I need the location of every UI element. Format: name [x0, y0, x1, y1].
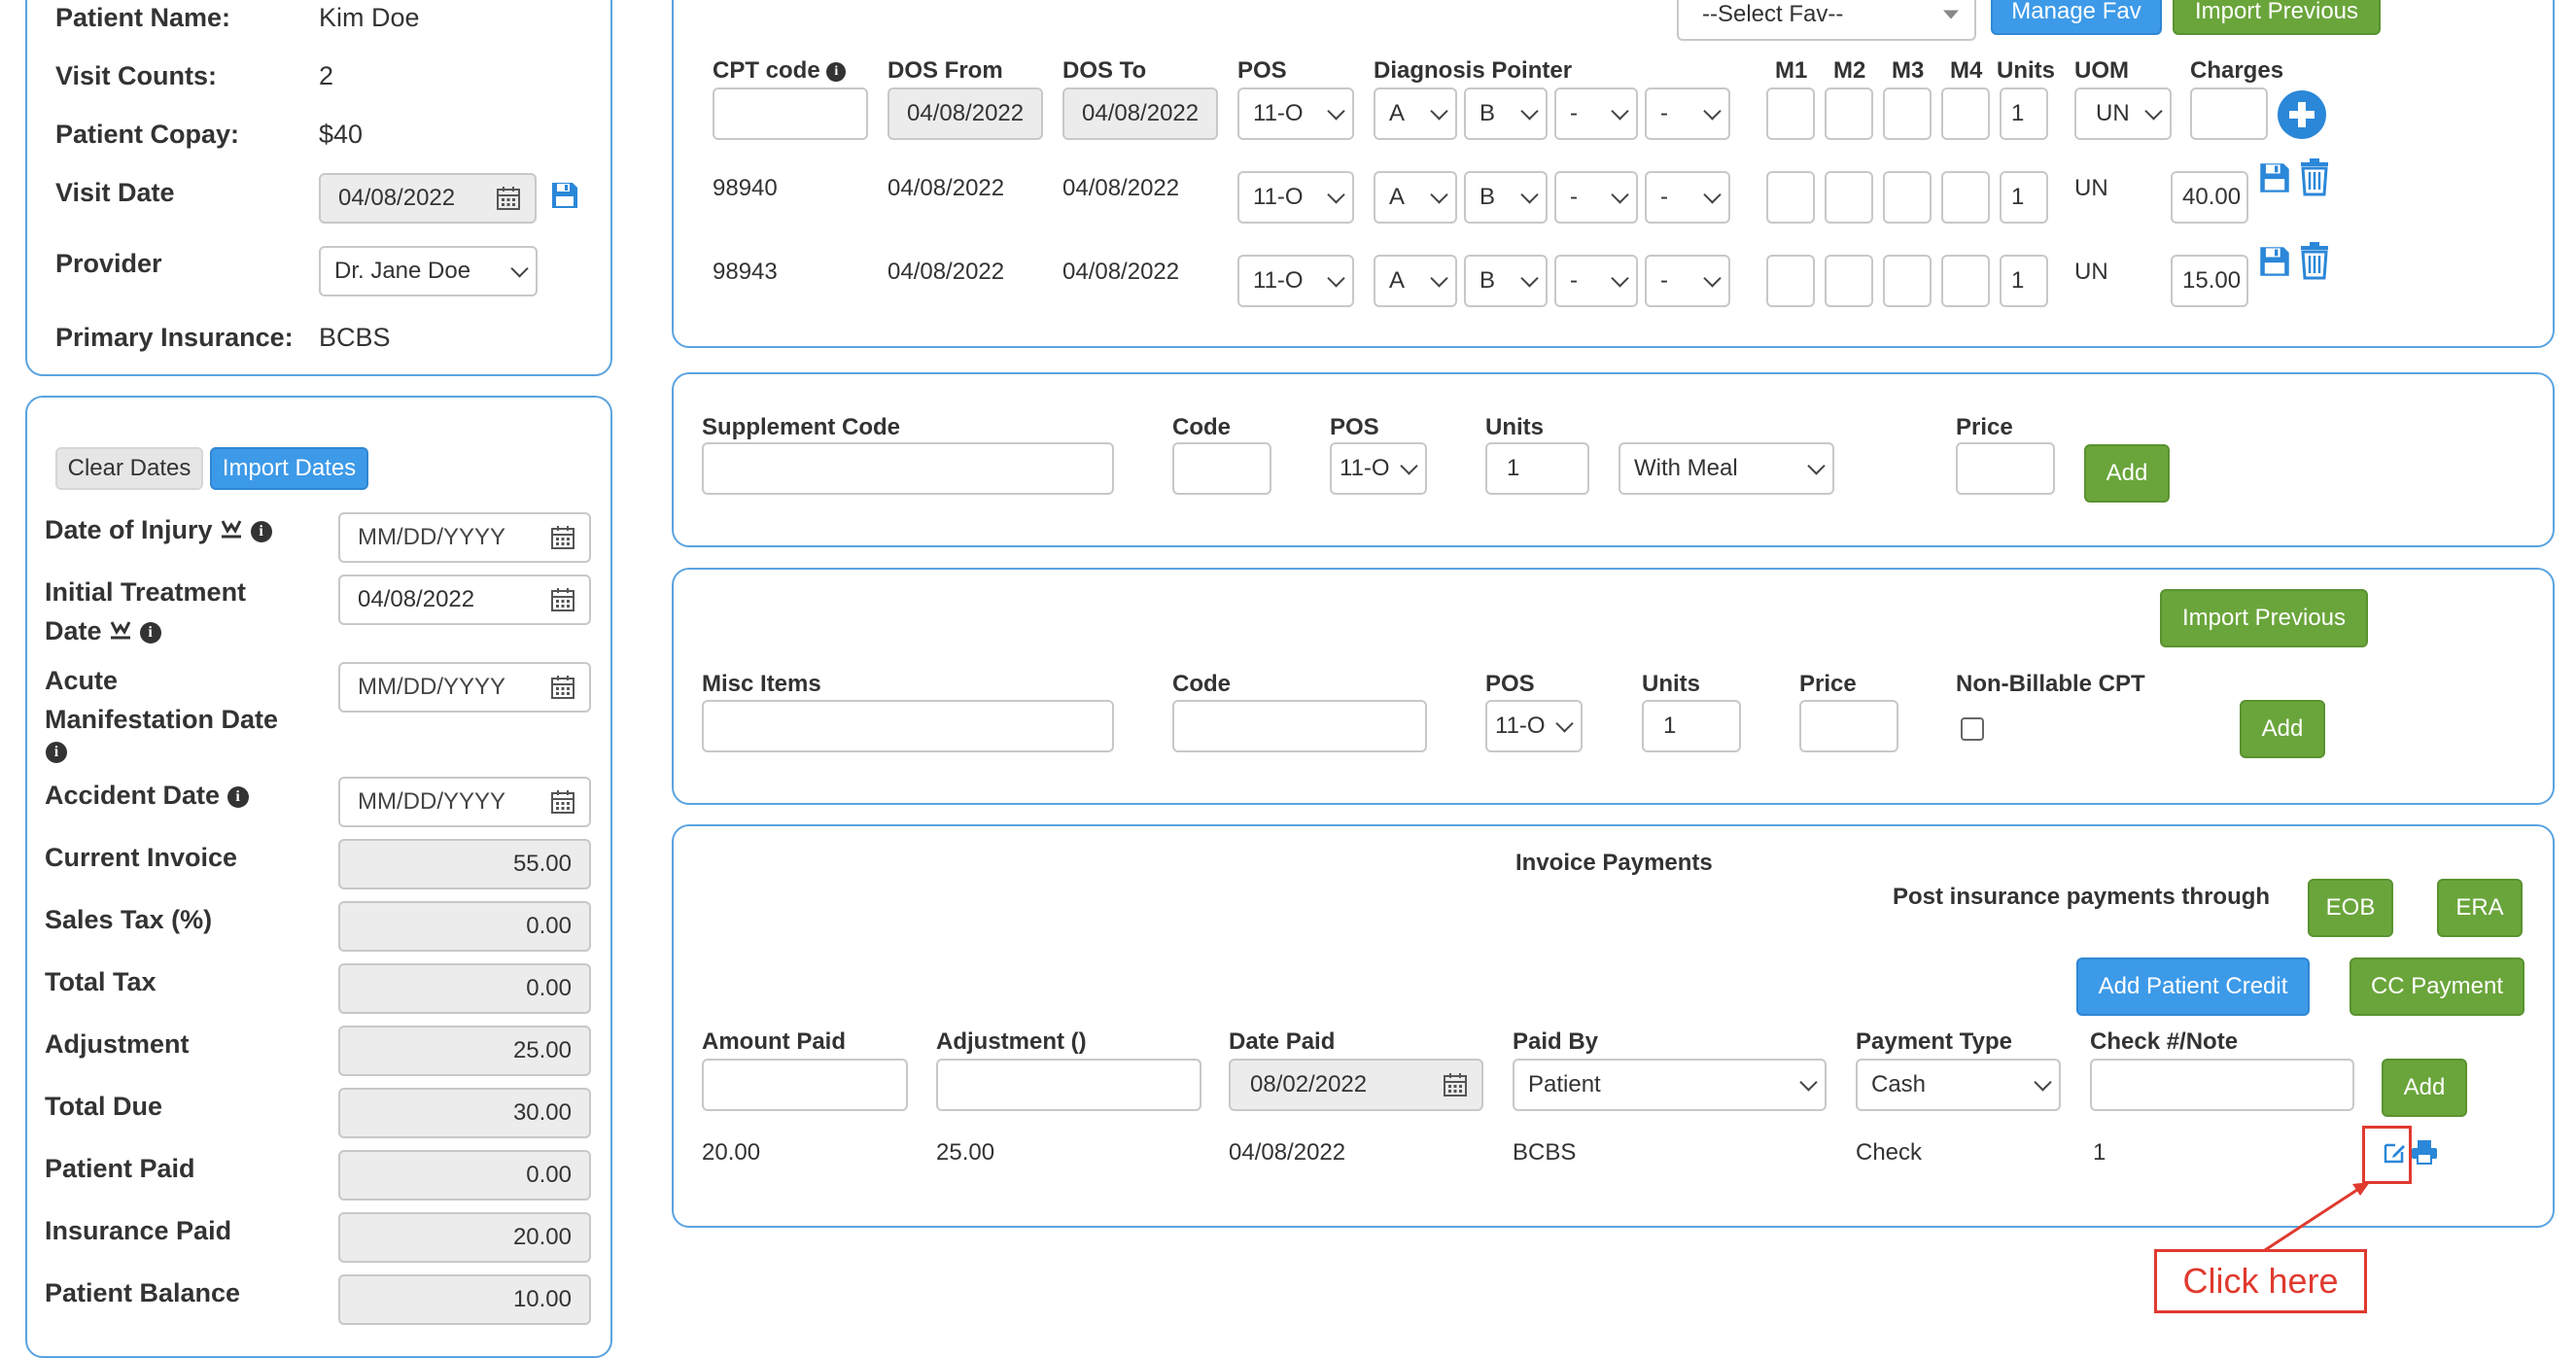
- patient-copay-value: $40: [319, 120, 364, 149]
- chevron-down-icon: [1520, 102, 1538, 120]
- payment-row-amount: 20.00: [702, 1139, 761, 1166]
- cpt-row-1-pos-select[interactable]: [1237, 171, 1354, 224]
- supplement-code2-input[interactable]: [1172, 442, 1271, 495]
- cpt-row-2-diag-1-value: A: [1389, 267, 1406, 294]
- visit-date-label: Visit Date: [55, 178, 175, 207]
- cpt-row-1-dos-from: 04/08/2022: [888, 175, 1005, 201]
- info-icon[interactable]: i: [227, 786, 249, 808]
- misc-items-input[interactable]: [702, 700, 1114, 752]
- annotation-arrow: [2245, 1176, 2382, 1254]
- adjustment-value: 25.00: [338, 1026, 591, 1076]
- chevron-down-icon: [1611, 269, 1628, 287]
- visit-date-input[interactable]: [319, 173, 537, 224]
- misc-price-label: Price: [1799, 671, 1857, 697]
- cpt-row-2-diag-2[interactable]: [1464, 255, 1548, 307]
- chevron-down-icon: [1555, 714, 1573, 732]
- add-patient-credit-button[interactable]: Add Patient Credit: [2076, 958, 2310, 1016]
- chevron-down-icon: [1943, 11, 1959, 19]
- diag-pointer-4-value: -: [1660, 100, 1668, 126]
- visit-counts-value: 2: [319, 61, 334, 90]
- dos-from-input[interactable]: 04/08/2022: [888, 87, 1043, 140]
- chevron-down-icon: [510, 260, 528, 277]
- m3-header: M3: [1892, 57, 1925, 84]
- chevron-down-icon: [2034, 1073, 2051, 1091]
- misc-pos-select[interactable]: [1485, 700, 1583, 752]
- cpt-row-1-m3[interactable]: [1883, 171, 1932, 224]
- payment-add-button[interactable]: Add: [2382, 1059, 2467, 1117]
- import-dates-button[interactable]: Import Dates: [210, 447, 368, 490]
- chevron-down-icon: [1703, 269, 1721, 287]
- payment-row-adjustment: 25.00: [936, 1139, 995, 1166]
- trash-icon[interactable]: [2298, 241, 2331, 280]
- trash-icon[interactable]: [2298, 157, 2331, 196]
- acute-manifestation-label-2: Manifestation Date: [45, 705, 279, 734]
- diag-pointer-4-select[interactable]: [1645, 87, 1730, 140]
- misc-add-button[interactable]: Add: [2240, 700, 2325, 758]
- cpt-row-2-uom: UN: [2074, 259, 2108, 285]
- cpt-row-2-diag-4-value: -: [1660, 267, 1668, 294]
- calendar-icon[interactable]: [550, 525, 575, 550]
- tooth-icon: [109, 618, 132, 642]
- chevron-down-icon: [1430, 186, 1447, 203]
- cpt-row-2-pos-select[interactable]: [1237, 255, 1354, 307]
- sales-tax-value: 0.00: [338, 901, 591, 952]
- payment-row-date: 04/08/2022: [1229, 1139, 1346, 1166]
- supplement-units-input[interactable]: 1: [1485, 442, 1589, 495]
- info-icon[interactable]: i: [826, 62, 846, 82]
- misc-units-input[interactable]: 1: [1642, 700, 1741, 752]
- cpt-row-1-charge[interactable]: 40.00: [2171, 171, 2248, 224]
- date-paid-value: 08/02/2022: [1250, 1071, 1368, 1097]
- supplement-units-label: Units: [1485, 414, 1544, 440]
- amount-paid-input[interactable]: [702, 1059, 908, 1111]
- calendar-icon[interactable]: [1443, 1072, 1468, 1097]
- payment-row-type: Check: [1856, 1139, 1923, 1166]
- amount-paid-header: Amount Paid: [702, 1028, 846, 1055]
- cpt-row-2-dos-to: 04/08/2022: [1062, 259, 1180, 285]
- supplement-price-label: Price: [1956, 414, 2013, 440]
- provider-label: Provider: [55, 249, 162, 278]
- calendar-icon[interactable]: [550, 789, 575, 815]
- dos-to-header: DOS To: [1062, 57, 1147, 84]
- cpt-row-2-charge[interactable]: 15.00: [2171, 255, 2248, 307]
- charges-header: Charges: [2190, 57, 2284, 84]
- chevron-down-icon: [1703, 186, 1721, 203]
- uom-value: UN: [2096, 100, 2130, 126]
- non-billable-checkbox[interactable]: [1961, 717, 1984, 741]
- supplement-code2-label: Code: [1172, 414, 1231, 440]
- pos-select[interactable]: [1237, 87, 1354, 140]
- cpt-row-1-m4[interactable]: [1941, 171, 1990, 224]
- highlight-box: [2362, 1126, 2412, 1184]
- payment-type-header: Payment Type: [1856, 1028, 2012, 1055]
- check-note-header: Check #/Note: [2090, 1028, 2239, 1055]
- import-previous-misc-button[interactable]: Import Previous: [2160, 589, 2368, 647]
- patient-balance-label: Patient Balance: [45, 1278, 241, 1307]
- cpt-row-1-units[interactable]: 1: [2000, 171, 2048, 224]
- paid-by-value: Patient: [1528, 1071, 1601, 1097]
- cpt-row-2-diag-4[interactable]: [1645, 255, 1730, 307]
- info-icon[interactable]: i: [251, 521, 272, 542]
- cpt-row-1-diag-2-value: B: [1479, 184, 1496, 210]
- cpt-row-2-m4[interactable]: [1941, 255, 1990, 307]
- check-note-input[interactable]: [2090, 1059, 2354, 1111]
- m1-header: M1: [1775, 57, 1808, 84]
- cpt-row-1-diag-3[interactable]: [1554, 171, 1638, 224]
- uom-select[interactable]: [2074, 87, 2172, 140]
- save-icon[interactable]: [2258, 245, 2291, 278]
- m2-header: M2: [1833, 57, 1866, 84]
- cpt-row-2-pos-value: 11-O: [1253, 267, 1304, 294]
- cpt-row-1-diag-1-value: A: [1389, 184, 1406, 210]
- date-paid-input[interactable]: [1229, 1059, 1483, 1111]
- calendar-icon[interactable]: [550, 587, 575, 612]
- invoice-payments-title: Invoice Payments: [1515, 850, 1713, 876]
- paid-by-select[interactable]: [1513, 1059, 1827, 1111]
- diag-pointer-2-select[interactable]: [1464, 87, 1548, 140]
- click-here-text: Click here: [2182, 1261, 2339, 1301]
- insurance-paid-label: Insurance Paid: [45, 1216, 232, 1245]
- initial-treatment-label: Initial Treatment: [45, 577, 247, 607]
- visit-date-value: 04/08/2022: [338, 185, 456, 211]
- chevron-down-icon: [1327, 102, 1344, 120]
- non-billable-cpt-label: Non-Billable CPT: [1956, 671, 2145, 697]
- cpt-row-1-m1[interactable]: [1766, 171, 1815, 224]
- acute-manifestation-input[interactable]: [338, 662, 591, 713]
- initial-treatment-value: 04/08/2022: [358, 586, 475, 612]
- chevron-down-icon: [1703, 102, 1721, 120]
- primary-insurance-label: Primary Insurance:: [55, 323, 294, 352]
- total-tax-value: 0.00: [338, 963, 591, 1014]
- supplement-pos-label: POS: [1330, 414, 1379, 440]
- charges-input[interactable]: [2190, 87, 2268, 140]
- cpt-row-2-m3[interactable]: [1883, 255, 1932, 307]
- supplement-pos-select[interactable]: [1330, 442, 1427, 495]
- patient-name-value: Kim Doe: [319, 3, 420, 32]
- era-button[interactable]: ERA: [2437, 879, 2523, 937]
- chevron-down-icon: [1430, 269, 1447, 287]
- cpt-code-input[interactable]: [713, 87, 868, 140]
- current-invoice-label: Current Invoice: [45, 843, 238, 872]
- calendar-icon[interactable]: [550, 675, 575, 700]
- eob-button[interactable]: EOB: [2308, 879, 2393, 937]
- cpt-row-2-dos-from: 04/08/2022: [888, 259, 1005, 285]
- chevron-down-icon: [1430, 102, 1447, 120]
- total-tax-label: Total Tax: [45, 967, 157, 996]
- info-icon[interactable]: i: [140, 622, 161, 644]
- chevron-down-icon: [1799, 1073, 1817, 1091]
- pos-header: POS: [1237, 57, 1287, 84]
- cpt-row-2-units[interactable]: 1: [2000, 255, 2048, 307]
- date-of-injury-label: Date of Injury i: [45, 515, 272, 545]
- cpt-row-1-m2[interactable]: [1825, 171, 1873, 224]
- supplement-meal-value: With Meal: [1634, 455, 1738, 481]
- patient-name-label: Patient Name:: [55, 3, 231, 32]
- date-of-injury-input[interactable]: [338, 512, 591, 563]
- misc-price-input[interactable]: [1799, 700, 1898, 752]
- provider-select[interactable]: [319, 246, 538, 296]
- supplement-price-input[interactable]: [1956, 442, 2055, 495]
- accident-date-label: Accident Date i: [45, 781, 249, 811]
- m3-input[interactable]: [1883, 87, 1932, 140]
- misc-pos-value: 11-O: [1495, 713, 1546, 739]
- add-circle-icon[interactable]: [2277, 89, 2327, 140]
- dos-from-header: DOS From: [888, 57, 1003, 84]
- date-paid-header: Date Paid: [1229, 1028, 1336, 1055]
- patient-balance-value: 10.00: [338, 1274, 591, 1325]
- diagnosis-pointer-header: Diagnosis Pointer: [1374, 57, 1573, 84]
- cpt-row-1-diag-4-value: -: [1660, 184, 1668, 210]
- save-icon[interactable]: [550, 181, 579, 210]
- misc-code-label: Code: [1172, 671, 1231, 697]
- provider-value: Dr. Jane Doe: [334, 258, 471, 284]
- patient-paid-value: 0.00: [338, 1150, 591, 1201]
- visit-counts-label: Visit Counts:: [55, 61, 218, 90]
- payment-row-paid-by: BCBS: [1513, 1139, 1577, 1166]
- click-here-callout: [2154, 1249, 2367, 1313]
- m1-input[interactable]: [1766, 87, 1815, 140]
- adjustment-label: Adjustment: [45, 1029, 190, 1059]
- accident-date-placeholder: MM/DD/YYYY: [358, 788, 506, 815]
- supplement-add-button[interactable]: Add: [2084, 444, 2170, 503]
- m4-input[interactable]: [1941, 87, 1990, 140]
- pos-value: 11-O: [1253, 100, 1304, 126]
- print-icon[interactable]: [2411, 1139, 2438, 1165]
- total-due-label: Total Due: [45, 1092, 162, 1121]
- cpt-row-1-pos-value: 11-O: [1253, 184, 1304, 210]
- cpt-row-1-dos-to: 04/08/2022: [1062, 175, 1180, 201]
- chevron-down-icon: [1327, 186, 1344, 203]
- units-header: Units: [1997, 57, 2055, 84]
- cpt-row-2-diag-1[interactable]: [1374, 255, 1457, 307]
- post-insurance-label: Post insurance payments through: [1893, 884, 2271, 910]
- current-invoice-value: 55.00: [338, 839, 591, 889]
- dos-to-input[interactable]: 04/08/2022: [1062, 87, 1218, 140]
- supplement-pos-value: 11-O: [1340, 455, 1390, 481]
- cpt-row-1-diag-3-value: -: [1570, 184, 1578, 210]
- m2-input[interactable]: [1825, 87, 1873, 140]
- chevron-down-icon: [2144, 102, 2162, 120]
- cpt-code-header: CPT code i: [713, 57, 846, 85]
- diag-pointer-3-value: -: [1570, 100, 1578, 126]
- tooth-icon: [220, 517, 243, 540]
- total-due-value: 30.00: [338, 1088, 591, 1138]
- supplement-meal-select[interactable]: [1619, 442, 1834, 495]
- paid-by-header: Paid By: [1513, 1028, 1599, 1055]
- diag-pointer-2-value: B: [1479, 100, 1496, 126]
- cpt-row-2-code: 98943: [713, 259, 778, 285]
- insurance-paid-value: 20.00: [338, 1212, 591, 1263]
- units-input[interactable]: 1: [2000, 87, 2048, 140]
- clear-dates-button[interactable]: Clear Dates: [55, 447, 203, 490]
- patient-paid-label: Patient Paid: [45, 1154, 195, 1183]
- select-fav-value: --Select Fav--: [1702, 1, 1844, 27]
- cpt-row-2-m1[interactable]: [1766, 255, 1815, 307]
- chevron-down-icon: [1400, 457, 1417, 474]
- chevron-down-icon: [1327, 269, 1344, 287]
- primary-insurance-value: BCBS: [319, 323, 391, 352]
- misc-code-input[interactable]: [1172, 700, 1427, 752]
- chevron-down-icon: [1611, 186, 1628, 203]
- adjustment-input[interactable]: [936, 1059, 1201, 1111]
- cpt-row-2-diag-2-value: B: [1479, 267, 1496, 294]
- initial-treatment-input[interactable]: [338, 575, 591, 625]
- diag-pointer-1-select[interactable]: [1374, 87, 1457, 140]
- accident-date-input[interactable]: [338, 777, 591, 827]
- cpt-row-2-diag-3[interactable]: [1554, 255, 1638, 307]
- cpt-row-1-diag-1[interactable]: [1374, 171, 1457, 224]
- payment-row-check: 1: [2093, 1139, 2106, 1166]
- misc-items-label: Misc Items: [702, 671, 821, 697]
- acute-manifestation-label: Acute: [45, 666, 119, 695]
- cpt-row-1-diag-2[interactable]: [1464, 171, 1548, 224]
- cpt-row-2-m2[interactable]: [1825, 255, 1873, 307]
- sales-tax-label: Sales Tax (%): [45, 905, 213, 934]
- cpt-row-1-uom: UN: [2074, 175, 2108, 201]
- manage-fav-button[interactable]: Manage Fav: [1991, 0, 2162, 35]
- calendar-icon[interactable]: [496, 186, 521, 211]
- patient-copay-label: Patient Copay:: [55, 120, 240, 149]
- chevron-down-icon: [1520, 269, 1538, 287]
- chevron-down-icon: [1807, 457, 1825, 474]
- chevron-down-icon: [1611, 102, 1628, 120]
- select-fav-dropdown[interactable]: [1677, 0, 1976, 41]
- save-icon[interactable]: [2258, 161, 2291, 194]
- cpt-row-2-diag-3-value: -: [1570, 267, 1578, 294]
- misc-pos-label: POS: [1485, 671, 1535, 697]
- acute-manifestation-placeholder: MM/DD/YYYY: [358, 674, 506, 700]
- uom-header: UOM: [2074, 57, 2129, 84]
- cpt-row-1-code: 98940: [713, 175, 778, 201]
- date-of-injury-placeholder: MM/DD/YYYY: [358, 524, 506, 550]
- misc-units-label: Units: [1642, 671, 1700, 697]
- diag-pointer-3-select[interactable]: [1554, 87, 1638, 140]
- cc-payment-button[interactable]: CC Payment: [2350, 958, 2524, 1016]
- invoice-payments-panel: [672, 824, 2555, 1228]
- supplement-code-input[interactable]: [702, 442, 1114, 495]
- cpt-row-1-diag-4[interactable]: [1645, 171, 1730, 224]
- info-icon[interactable]: i: [46, 742, 67, 763]
- diag-pointer-1-value: A: [1389, 100, 1406, 126]
- m4-header: M4: [1950, 57, 1983, 84]
- payment-type-value: Cash: [1871, 1071, 1927, 1097]
- adjustment-header: Adjustment (): [936, 1028, 1087, 1055]
- payment-type-select[interactable]: [1856, 1059, 2061, 1111]
- chevron-down-icon: [1520, 186, 1538, 203]
- initial-treatment-label-2: Date i: [45, 616, 161, 646]
- import-previous-cpt-button[interactable]: Import Previous: [2173, 0, 2381, 35]
- supplement-code-label: Supplement Code: [702, 414, 901, 440]
